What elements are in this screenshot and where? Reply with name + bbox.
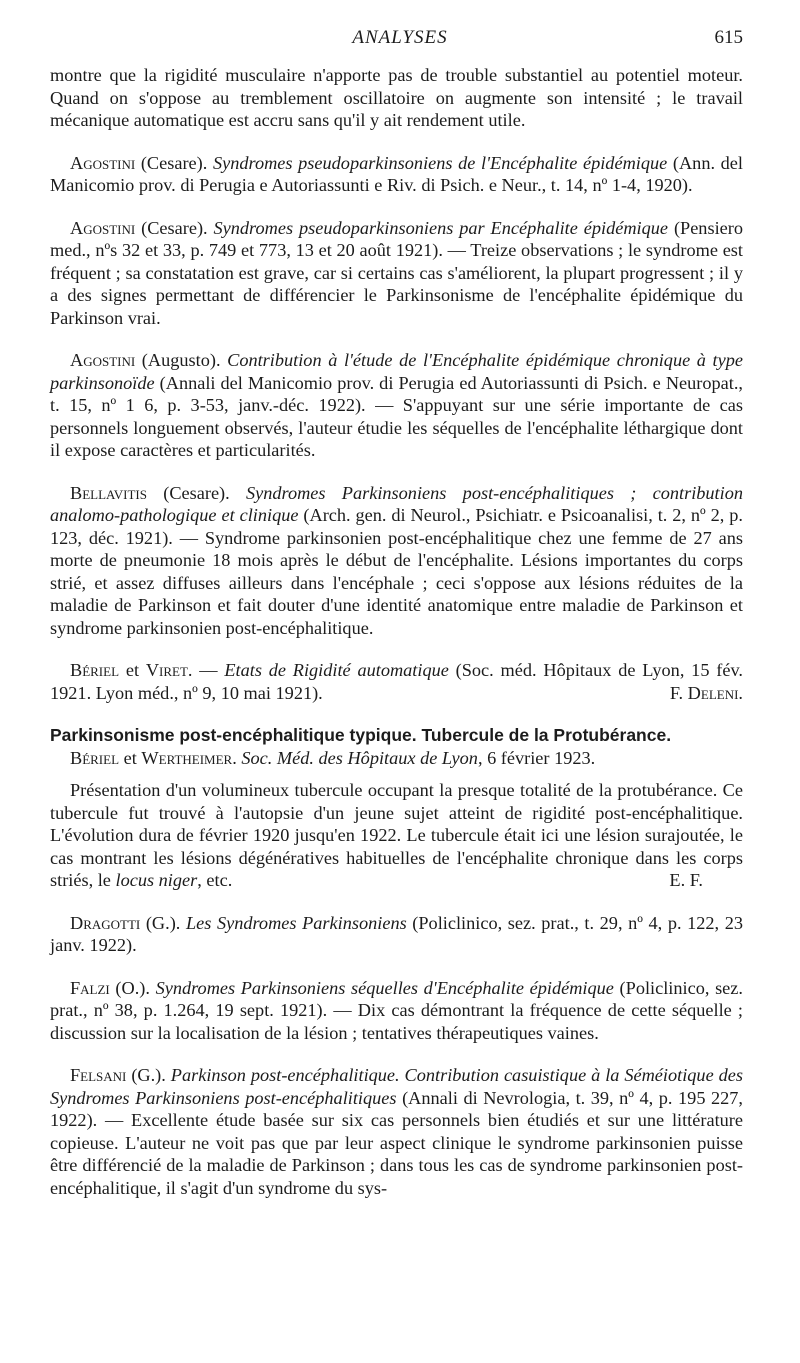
author-given: (Cesare).	[135, 217, 214, 238]
author-joiner: et	[119, 660, 146, 680]
section-heading: Parkinsonisme post-encéphalitique typique. Tubercule de la Protubérance.	[50, 725, 672, 745]
section-body	[50, 779, 743, 892]
article-title: Contribution à l'étude de l'Encéphalite épidémique chronique à type parkinsonoïde	[50, 350, 743, 393]
running-header	[0, 27, 800, 53]
page-body	[50, 64, 743, 1219]
author-name-2: Wertheimer	[141, 747, 233, 768]
journal-title: Soc. Méd. des Hôpitaux de Lyon	[241, 747, 478, 768]
citation-text: , 6 février 1923.	[477, 747, 596, 768]
article-title: Syndromes Parkinsoniens séquelles d'Encéphalite épidémique	[155, 977, 614, 998]
citation-text: (Pensiero med., nºs 32 et 33, p. 749 et 773, 13 et 20 août 1921). — Treize observations ; le syndrome est fréquent ; sa constatation est grave, car si certains cas s'améliorent, la plupart progressent ; il y a des signes permettant de différencier le Parkinsonisme de l'encéphalite épidémique du Parkinson vrai.	[50, 217, 743, 328]
author-given: (G.).	[140, 912, 186, 933]
author-given: (O.).	[109, 977, 156, 998]
author-name: Agostini	[70, 350, 136, 370]
abstract-falzi	[50, 977, 743, 1045]
abstract-felsani	[50, 1064, 743, 1199]
author-name: Felsani	[70, 1065, 127, 1085]
reviewer-signature: E. F.	[669, 870, 703, 890]
author-given: (Cesare).	[135, 152, 213, 173]
article-title: Parkinson post-encéphalitique. Contribution casuistique à la Séméiotique des Syndromes Parkinsoniens post-encéphalitiques	[50, 1065, 743, 1108]
page-number: 615	[714, 27, 743, 48]
author-joiner: et	[119, 747, 142, 768]
article-title: Syndromes pseudoparkinsoniens par Encéphalite épidémique	[213, 217, 669, 238]
citation-text: (Ann. del Manicomio prov. di Perugia e Autoriassunti e Riv. di Psich. e Neur., t. 14, nº 1-4, 1920).	[50, 152, 743, 195]
citation-text: (Policlinico, sez. prat., nº 38, p. 1.264, 19 sept. 1921). — Dix cas démontrant la fréquence de cette séquelle ; discussion sur la localisation de la lésion ; tentatives thérapeutiques vaines.	[50, 977, 743, 1043]
article-title: Les Syndromes Parkinsoniens	[185, 912, 407, 933]
abstract-bellavitis	[50, 482, 743, 640]
abstract-agostini-1922	[50, 349, 743, 462]
reviewer-signature: F. Deleni.	[669, 682, 743, 703]
body-text: Présentation d'un volumineux tubercule occupant la presque totalité de la protubérance. Ce tubercule fut trouvé à l'autopsie d'un jeune sujet atteint de rigidité post-encéphalitique. L'évolution dura de février 1920 jusqu'en 1922. Le tubercule était ici une lésion surajoutée, le cas montrant les lésions dégénératives habituelles de l'encéphalite chronique dans les corps striés, le	[50, 780, 743, 890]
citation-text: (Arch. gen. di Neurol., Psichiatr. e Psicoanalisi, t. 2, nº 2, p. 123, déc. 1921). — Syndrome parkinsonien post-encéphalitique chez une femme de 27 ans morte de pneumonie 18 mois après le début de l'encéphalite. Lésions importantes du corps strié, et assez diffuses ailleurs dans l'encéphale ; ceci s'oppose aux lésions réduites de la maladie de Parkinson et fait douter d'une identité anatomique entre maladie de Parkinson et syndrome parkinsonien post-encéphalitique.	[50, 505, 743, 638]
author-name: Agostini	[70, 152, 136, 173]
body-italic: locus niger	[115, 870, 198, 890]
article-title: Etats de Rigidité automatique	[224, 660, 449, 680]
author-given: (G.).	[126, 1065, 171, 1085]
abstract-dragotti	[50, 912, 743, 957]
author-name: Bellavitis	[70, 482, 147, 503]
article-title: Syndromes Parkinsoniens post-encéphalitiques ; contribution analomo-pathologique et clinique	[50, 482, 743, 525]
section-reference	[50, 747, 743, 770]
author-given: (Cesare).	[146, 482, 246, 503]
abstract-beriel-viret	[50, 659, 743, 704]
author-separator: . —	[187, 660, 225, 680]
author-separator: .	[232, 747, 242, 768]
author-name: Bériel	[70, 747, 120, 768]
abstract-agostini-1920	[50, 152, 743, 197]
author-name: Falzi	[70, 977, 110, 998]
body-text-end: , etc.	[197, 870, 233, 890]
author-name: Agostini	[70, 217, 136, 238]
citation-text: (Annali di Nevrologia, t. 39, nº 4, p. 195 227, 1922). — Excellente étude basée sur six cas personnels bien étudiés et sur une littérature copieuse. L'auteur ne voit pas que par leur aspect clinique le syndrome parkinsonien puisse être différencié de la maladie de Parkinson ; dans tous les cas de syndrome parkinsonien post-encéphalitique, il s'agit d'un syndrome du sys-	[50, 1087, 743, 1198]
abstract-agostini-1921	[50, 217, 743, 330]
intro-paragraph: montre que la rigidité musculaire n'apporte pas de trouble substantiel au potentiel moteur. Quand on s'oppose au tremblement oscillatoire on augmente son intensité ; le travail mécanique automatique est accru sans qu'il y ait rendement utile.	[50, 65, 743, 130]
article-title: Syndromes pseudoparkinsoniens de l'Encéphalite épidémique	[212, 152, 668, 173]
citation-text: (Policlinico, sez. prat., t. 29, nº 4, p. 122, 23 janv. 1922).	[50, 912, 743, 955]
author-given: (Augusto).	[135, 350, 228, 370]
citation-text: (Annali del Manicomio prov. di Perugia ed Autoriassunti di Psich. e Neuropat., t. 15, nº 1 6, p. 3-53, janv.-déc. 1922). — S'appuyant sur une série importante de cas personnels longuement observés, l'auteur étudie les séquelles de l'encéphalite léthargique dont il expose caractères et particularités.	[50, 372, 743, 460]
author-name-2: Viret	[145, 660, 188, 680]
running-title: ANALYSES	[352, 27, 448, 48]
author-name: Dragotti	[70, 912, 141, 933]
citation-text: (Soc. méd. Hôpitaux de Lyon, 15 fév. 1921. Lyon méd., nº 9, 10 mai 1921).	[50, 660, 743, 703]
author-name: Bériel	[70, 660, 120, 680]
